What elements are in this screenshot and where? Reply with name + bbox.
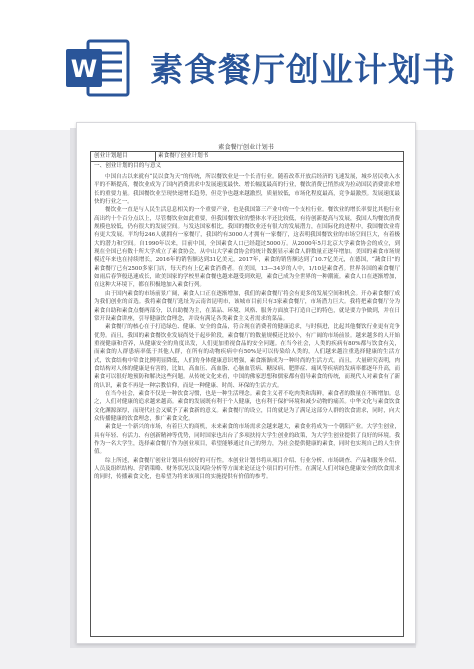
paragraph: 中国自古以来就有“民以食为天”的传统，所以餐饮业是一个长青行业。随着改革开放后经济的飞速发展，城乡居民收入水平的不断提高，餐饮业成为了国内消费需求中发展速度最快、增长幅度最高的行业，餐饮消费已悄然成为拉动国民消费需求增长的重要力量。我国餐饮业呈现快速增长趋势，但竞争也越来越激烈，质量较低，市场化程度最高，竞争最激烈。发展速度最快的行业之一。: [94, 174, 400, 206]
paragraph: 餐饮业一直是与人民生活息息相关的一个重要产业，也是我国第三产业中的一个支柱行业。餐饮业的增长率要比其他行业高出约十个百分点以上，尽管餐饮业如此重要，但我国餐饮业的整体水平还比较低，有待创新提高与发展，我国人均餐饮消费规模也较低，仍有很大的发展空间。与发达国家相比，我国的餐饮业还有很大的发展潜力，在国际化的进程中，我国餐饮业将有更大发展。平均每246人就拥有一家餐厅，我国约有3000人才拥有一家餐厅，这表明我国餐饮业的市场空间巨大，有着极大的潜力和空间。自1990年以来，目前中国，全国素食人口已经超过5000万。从2000年5月北京大学素食协会的成立，到现在全国已有数十所大学成立了素食协会，从中山大学素食协会的统计数据显示素食人群数量正逐年增加。美国的素食市场规模近年来也在持续增长，2016年的销售额达到31亿美元，2017年，素食的销售额达到了10.7亿美元，在德国，“蔬食日”的素食餐厅已有2500多家门店，每天约有上亿素食消费者。在美国，13—34岁的人中，1/10是素食者。世界各国的素食餐厅如雨后春笋般迅速成长，欧美国家的学校里素食餐也越来越受到欢迎，素食已成为全世界的一种潮流。素食人口在逐渐增加，在这种大环境下，都在积极地加入素食行列。: [94, 207, 400, 289]
paragraph: 综上所述，素食餐厅创业计划具有较好的可行性。本创业计划书将从项目介绍、行业分析、市场调查、产品和服务介绍、人员及组织结构、营销策略、财务状况以及风险分析等方面来论证这个项目的可行性。在满足人们对绿色健康安全的饮食需求的同时，传播素食文化，也希望为将来该项目的实施提供有价值的参考。: [94, 457, 400, 481]
row-value: 素食餐厅创业计划书: [158, 153, 209, 159]
section-heading: 一、创业计划的目的与意义: [94, 163, 162, 169]
paragraph: 素食餐厅的核心在于打造绿色、健康、安全的食品，符合现在消费者的健康追求，与时俱进，比起其他餐饮行业更有竞争优势。而且，我国的素食餐饮业发展尚处于起步阶段，素食餐厅的数量规模还比较小，有广阔的市场前景。越来越多的人开始重视健康和营养，从健康安全的角度出发，人们更加重视食品的安全问题。在当今社会，人类的疾病有80%都与饮食有关，而素食的人群患病率低于其他人群，在所有的动物疾病中有50%是可以传染给人类的，人们越来越注重选择健康的生活方式，饮食结构中荤食比例明显降低，人们的身体健康意识增强，素食渐渐成为一种时尚的生活方式。而且，大量研究表明，肉食结构对人体的健康是有害的，比如，高血压、高血脂、心脑血管病、糖尿病、肥胖症、痛风等疾病的发病率都逐年升高，而素食可以很好地预防和解决这些问题。从传统文化来看，中国的佛家思想和儒家都有倡导素食的传统，而现代人对素食有了新的认识，素食不再是一种宗教信仰，而是一种健康、时尚、环保的生活方式。: [94, 324, 400, 389]
content-table: [90, 151, 404, 637]
page-title: 素食餐厅创业计划书: [150, 50, 456, 89]
paragraph: 在当今社会，素食不仅是一种饮食习惯，也是一种生活理念。素食主义者不吃肉类和海鲜，素食者的数量在不断增加。总之，人们对健康的追求越来越高。素食的发展既有利于个人健康，也有利于保护环境和减少动物的痛苦。中华文化与素食饮食文化渊源深厚，而现代社会又赋予了素食新的意义。素食餐厅的设立，目的就是为了满足这部分人群的饮食需求，同时，向大众传播健康的饮食理念，推广素食文化。: [94, 390, 400, 422]
body-text: [94, 173, 400, 482]
column-divider: [155, 152, 156, 161]
word-document-icon: [66, 37, 130, 99]
paragraph: 素食是一个新兴的市场，有着巨大的商机，未来素食的市场需求会越来越大，素食业将成为一个朝阳产业。大学生创业，具有年轻、有活力、有创新精神等优势，同时国家也出台了多项扶持大学生创业的政策，为大学生创业提供了良好的环境。我作为一名大学生，选择素食餐厅作为创业项目，希望能够通过自己的努力，为社会提供健康的素食，同时也实现自己的人生价值。: [94, 424, 400, 456]
table-header-row: [91, 152, 403, 162]
paragraph: 由于国内素食的市场前景广阔，素食人口正在逐渐增加，我们的素食餐厅将会有更多的发展空间和机会。开办素食餐厅成为我们创业的首选。我将素食餐厅选址为云南省昆明市，该城市目前只有3家素食餐厅，市场潜力巨大。我将把素食餐厅分为素食自助和素食点餐两部分，以自助餐为主，在菜品、环境、风格、服务方面放手打造自己的特色，就是要力争做到，并在日常开设素食讲座，引导健康饮食理念，并设有满足各类素食主义者需求的菜品。: [94, 290, 400, 322]
word-icon-letter: W: [70, 55, 98, 83]
table-caption: 素食餐厅创业计划书: [218, 144, 274, 151]
row-label: 创业计划题目: [94, 153, 128, 159]
document-page: [76, 122, 416, 644]
